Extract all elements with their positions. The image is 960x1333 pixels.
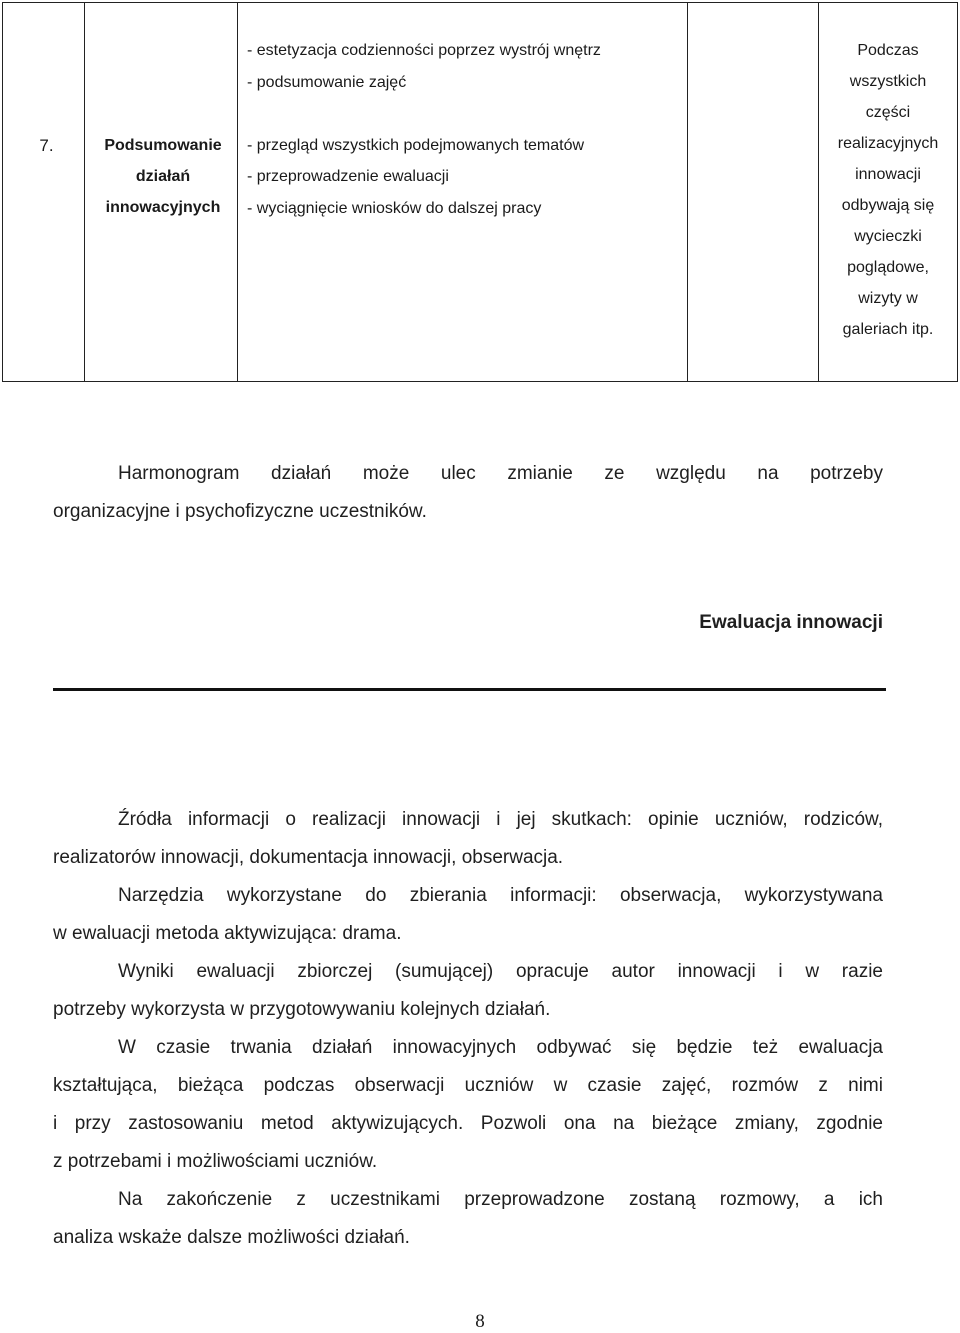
notes-text: Podczas wszystkich części realizacyjnych innowacji odbywają się wycieczki poglądowe, wizyty w galeriach itp. xyxy=(837,42,939,338)
page-number: 8 xyxy=(475,1311,485,1332)
notes-cell xyxy=(819,3,958,382)
paragraph-tools: Narzędzia wykorzystane do zbierania informacji: obserwacja, wykorzystywana w ewaluacji metoda aktywizująca: drama. xyxy=(53,885,883,944)
paragraph-sources: Źródła informacji o realizacji innowacji i jej skutkach: opinie uczniów, rodziców, realizatorów innowacji, dokumentacja innowacji, obserwacja. xyxy=(53,809,883,868)
list-item: - estetyzacja codzienności poprzez wystrój wnętrz xyxy=(247,42,601,59)
table-row xyxy=(3,3,958,382)
list-item: - przeprowadzenie ewaluacji xyxy=(247,168,449,185)
section-heading: Ewaluacja innowacji xyxy=(699,612,883,633)
paragraph-formative: W czasie trwania działań innowacyjnych odbywać się będzie też ewaluacja kształtująca, bieżąca podczas obserwacji uczniów w czasie zajęć, rozmów z nimi i przy zastosowaniu metod aktywizujących. Pozwoli ona na bieżące zmiany, zgodnie z potrzebami i możliwościami uczniów. xyxy=(53,1037,883,1172)
schedule-note: Harmonogram działań może ulec zmianie ze względu na potrzeby organizacyjne i psychofizyczne uczestników. xyxy=(53,463,883,522)
empty-cell xyxy=(688,3,819,382)
row-number: 7. xyxy=(39,136,54,155)
activity-title: Podsumowanie działań innowacyjnych xyxy=(104,137,222,216)
list-item: - przegląd wszystkich podejmowanych tematów xyxy=(247,136,585,154)
horizontal-rule xyxy=(53,688,886,691)
activity-content-cell xyxy=(238,3,688,382)
activity-content-list xyxy=(238,3,687,224)
row-number-cell xyxy=(3,3,85,382)
paragraph-results: Wyniki ewaluacji zbiorczej (sumującej) opracuje autor innowacji i w razie potrzeby wykorzysta w przygotowywaniu kolejnych działań. xyxy=(53,961,883,1020)
activity-title-cell xyxy=(85,3,238,382)
activity-table xyxy=(2,2,958,382)
list-item: - podsumowanie zajęć xyxy=(247,73,407,91)
paragraph-conclusion: Na zakończenie z uczestnikami przeprowadzone zostaną rozmowy, a ich analiza wskaże dalsze możliwości działań. xyxy=(53,1189,883,1248)
list-item: - wyciągnięcie wniosków do dalszej pracy xyxy=(247,199,542,217)
